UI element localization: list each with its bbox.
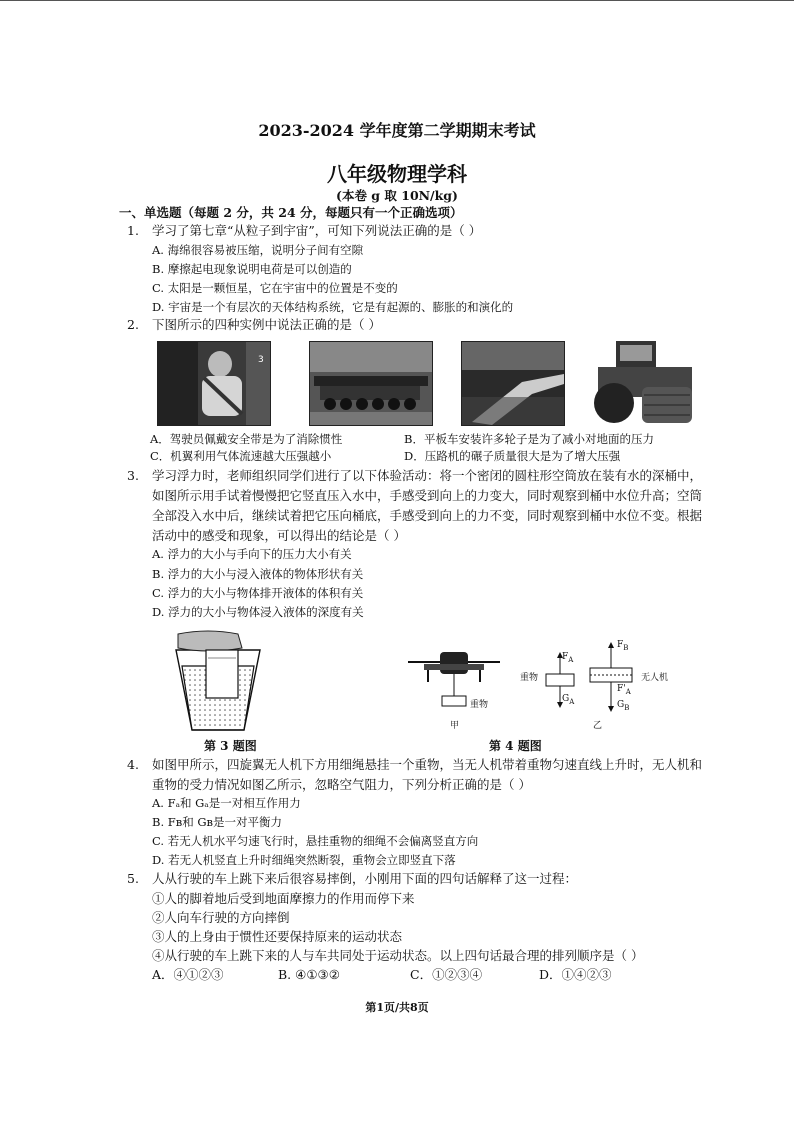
option-a: A．驾驶员佩戴安全带是为了消除惯性 xyxy=(150,432,343,446)
option-d: D. 宇宙是一个有层次的天体结构系统，它是有起源的、膨胀的和演化的 xyxy=(152,300,514,314)
exam-title: 2023-2024 学年度第二学期期末考试 xyxy=(258,121,536,140)
question-stem: 下图所示的四种实例中说法正确的是（ ） xyxy=(152,317,381,332)
statement-2: ②人向车行驶的方向摔倒 xyxy=(152,910,290,925)
label-heavy-object-2: 重物 xyxy=(520,673,539,683)
option-c: C．机翼利用气体流速越大压强越小 xyxy=(150,449,332,463)
figure-3-caption: 第 3 题图 xyxy=(204,739,257,753)
question-stem: 人从行驶的车上跳下来后很容易摔倒，小刚用下面的四句话解释了这一过程： xyxy=(152,871,578,886)
label-jia: 甲 xyxy=(450,721,460,731)
question-number: 2. xyxy=(127,317,139,332)
option-a: A. 海绵很容易被压缩，说明分子间有空隙 xyxy=(152,243,364,257)
figure-4a-drone xyxy=(404,648,504,718)
option-d: D. 浮力的大小与物体浸入液体的深度有关 xyxy=(152,605,364,619)
option-a: A. 浮力的大小与手向下的压力大小有关 xyxy=(152,547,352,561)
subject-title: 八年级物理学科 xyxy=(327,162,467,186)
figure-3-bucket xyxy=(168,628,268,732)
label-gravity-ga: $G_A$ xyxy=(562,694,575,706)
option-c: C．①②③④ xyxy=(410,967,483,982)
figure-4-caption: 第 4 题图 xyxy=(489,739,542,753)
question-stem-line3: 全部没入水中后，继续试着把它压向桶底，手感受到向上的力不变，同时观察到桶中水位不变。根据 xyxy=(152,508,703,523)
svg-text:3: 3 xyxy=(258,355,264,365)
option-b: B. 浮力的大小与浸入液体的物体形状有关 xyxy=(152,567,364,581)
question-stem-line1: 如图甲所示，四旋翼无人机下方用细绳悬挂一个重物，当无人机带着重物匀速直线上升时，无人机和 xyxy=(152,757,703,772)
question-number: 3. xyxy=(127,468,139,483)
question-number: 4. xyxy=(127,757,139,772)
option-c: C. 浮力的大小与物体排开液体的体积有关 xyxy=(152,586,364,600)
label-force-fb: $F_B$ xyxy=(617,640,629,652)
question-stem-line1: 学习浮力时，老师组织同学们进行了以下体验活动：将一个密闭的圆柱形空筒放在装有水的深桶中， xyxy=(152,468,703,483)
photo-road-roller xyxy=(590,337,696,427)
label-force-fa-prime: $F'_A$ xyxy=(617,684,631,696)
page-number: 第1页/共8页 xyxy=(365,1001,429,1014)
label-yi: 乙 xyxy=(593,721,603,731)
photo-seatbelt-driver xyxy=(157,341,271,426)
exam-note: (本卷 g 取 10N/kg) xyxy=(336,188,458,203)
label-drone: 无人机 xyxy=(641,673,669,683)
label-gravity-gb: $G_B$ xyxy=(617,700,630,712)
photo-flatbed-truck xyxy=(309,341,433,426)
option-a: A. Fₐ和 Gₐ是一对相互作用力 xyxy=(152,796,301,810)
option-b: B. 摩擦起电现象说明电荷是可以创造的 xyxy=(152,262,352,276)
option-d: D. 若无人机竖直上升时细绳突然断裂，重物会立即竖直下落 xyxy=(152,853,456,867)
question-stem-line2: 重物的受力情况如图乙所示，忽略空气阻力，下列分析正确的是（ ） xyxy=(152,777,531,792)
option-b: B. ④①③② xyxy=(278,967,340,982)
label-force-fa: $F_A$ xyxy=(562,652,574,664)
question-stem-line4: 活动中的感受和现象，可以得出的结论是（ ） xyxy=(152,528,406,543)
option-c: C. 太阳是一颗恒星，它在宇宙中的位置是不变的 xyxy=(152,281,398,295)
statement-3: ③人的上身由于惯性还要保持原来的运动状态 xyxy=(152,929,403,944)
question-stem: 学习了第七章“从粒子到宇宙”，可知下列说法正确的是（ ） xyxy=(152,223,482,238)
option-a: A．④①②③ xyxy=(152,967,224,982)
label-heavy-object: 重物 xyxy=(470,700,489,710)
scan-edge-line xyxy=(0,0,794,1)
option-d: D．①④②③ xyxy=(539,967,612,982)
question-number: 1. xyxy=(127,223,139,238)
option-d: D．压路机的碾子质量很大是为了增大压强 xyxy=(404,449,621,463)
statement-1: ①人的脚着地后受到地面摩擦力的作用而停下来 xyxy=(152,891,415,906)
photo-airplane-wing xyxy=(461,341,565,426)
question-number: 5. xyxy=(127,871,139,886)
option-b: B. Fʙ和 Gʙ是一对平衡力 xyxy=(152,815,283,829)
question-stem-line2: 如图所示用手试着慢慢把它竖直压入水中，手感受到向上的力变大，同时观察到桶中水位升高；空筒 xyxy=(152,488,703,503)
statement-4: ④从行驶的车上跳下来的人与车共同处于运动状态。以上四句话最合理的排列顺序是（ ） xyxy=(152,948,644,963)
section-heading: 一、单选题（每题 2 分，共 24 分，每题只有一个正确选项） xyxy=(119,205,463,220)
option-c: C. 若无人机水平匀速飞行时，悬挂重物的细绳不会偏离竖直方向 xyxy=(152,834,479,848)
option-b: B．平板车安装许多轮子是为了减小对地面的压力 xyxy=(404,432,654,446)
